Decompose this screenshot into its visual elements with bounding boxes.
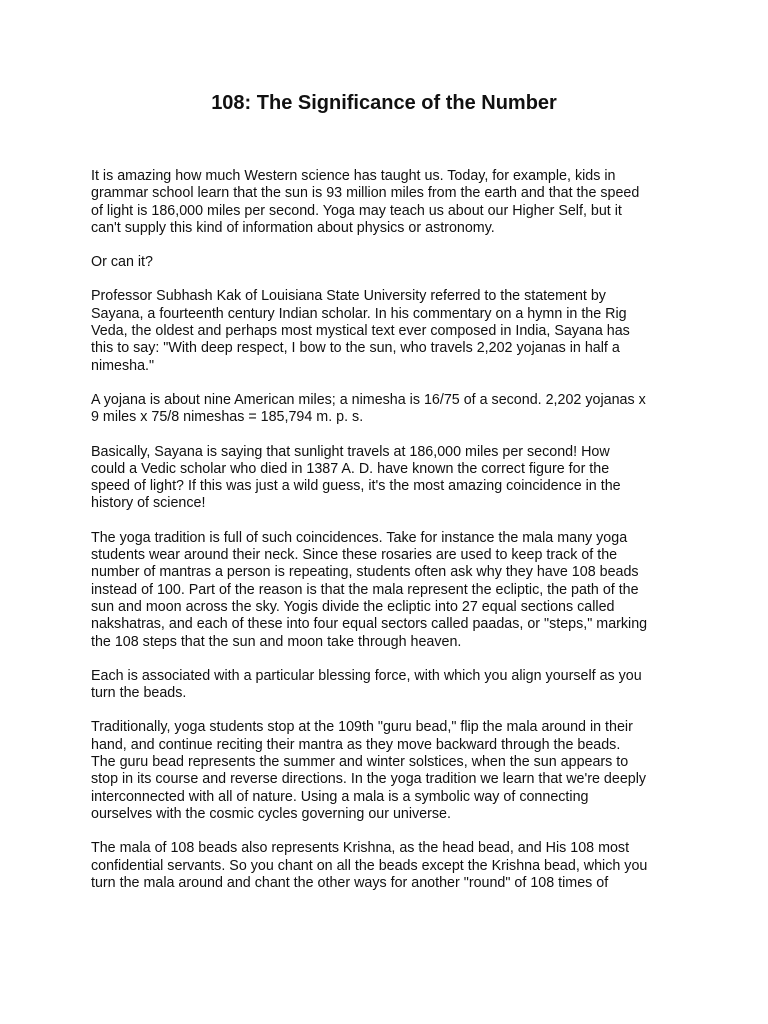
text-line: students wear around their neck. Since these rosaries are used to keep track of the (91, 547, 618, 564)
text-line: The yoga tradition is full of such coincidences. Take for instance the mala many yoga (91, 529, 628, 546)
text-line: could a Vedic scholar who died in 1387 A. D. have known the correct figure for the (91, 460, 610, 477)
text-line: Professor Subhash Kak of Louisiana State University referred to the statement by (91, 288, 606, 305)
text-line: Each is associated with a particular blessing force, with which you align yourself as you (91, 667, 642, 684)
text-line: sun and moon across the sky. Yogis divide the ecliptic into 27 equal sections called (91, 598, 615, 615)
text-line: Sayana, a fourteenth century Indian scholar. In his commentary on a hymn in the Rig (91, 305, 627, 322)
text-line: stop in its course and reverse directions. In the yoga tradition we learn that we're deeply (91, 771, 647, 788)
text-line: instead of 100. Part of the reason is that the mala represent the ecliptic, the path of the (91, 581, 639, 598)
paragraph (91, 530, 687, 651)
paragraph (91, 668, 687, 703)
text-line: can't supply this kind of information about physics or astronomy. (91, 219, 495, 236)
text-line: Basically, Sayana is saying that sunlight travels at 186,000 miles per second! How (91, 443, 610, 460)
text-line: grammar school learn that the sun is 93 million miles from the earth and that the speed (91, 185, 640, 202)
text-line: number of mantras a person is repeating, students often ask why they have 108 beads (91, 564, 639, 581)
text-line: confidential servants. So you chant on all the beads except the Krishna bead, which you (91, 857, 648, 874)
text-line: A yojana is about nine American miles; a nimesha is 16/75 of a second. 2,202 yojanas x (91, 391, 646, 408)
text-line: turn the mala around and chant the other ways for another "round" of 108 times of (91, 874, 609, 891)
text-line: history of science! (91, 495, 206, 512)
text-line: The guru bead represents the summer and winter solstices, when the sun appears to (91, 754, 629, 771)
text-line: It is amazing how much Western science has taught us. Today, for example, kids in (91, 168, 616, 184)
paragraph (91, 168, 687, 237)
text-line: turn the beads. (91, 685, 187, 702)
text-line: interconnected with all of nature. Using a mala is a symbolic way of connecting (91, 788, 589, 805)
text-line: speed of light? If this was just a wild guess, it's the most amazing coincidence in the (91, 478, 621, 495)
paragraph (91, 392, 687, 427)
text-line: Veda, the oldest and perhaps most mystical text ever composed in India, Sayana has (91, 323, 630, 340)
paragraph (91, 288, 687, 374)
text-line: hand, and continue reciting their mantra as they move backward through the beads. (91, 736, 621, 753)
document-body (91, 168, 687, 909)
paragraph (91, 840, 687, 892)
text-line: 9 miles x 75/8 nimeshas = 185,794 m. p. s. (91, 409, 364, 426)
text-line: ourselves with the cosmic cycles governing our universe. (91, 805, 451, 822)
document-title: 108: The Significance of the Number (211, 92, 557, 114)
text-line: of light is 186,000 miles per second. Yoga may teach us about our Higher Self, but it (91, 202, 622, 219)
text-line: Or can it? (91, 254, 153, 271)
text-line: this to say: "With deep respect, I bow to the sun, who travels 2,202 yojanas in half a (91, 340, 620, 357)
text-line: the 108 steps that the sun and moon take through heaven. (91, 633, 462, 650)
text-line: Traditionally, yoga students stop at the 109th "guru bead," flip the mala around in their (91, 719, 633, 736)
text-line: The mala of 108 beads also represents Krishna, as the head bead, and His 108 most (91, 840, 630, 857)
text-line: nimesha." (91, 357, 155, 374)
paragraph (91, 719, 687, 823)
paragraph (91, 254, 687, 271)
text-line: nakshatras, and each of these into four equal sectors called paadas, or "steps," marking (91, 616, 648, 633)
paragraph (91, 444, 687, 513)
